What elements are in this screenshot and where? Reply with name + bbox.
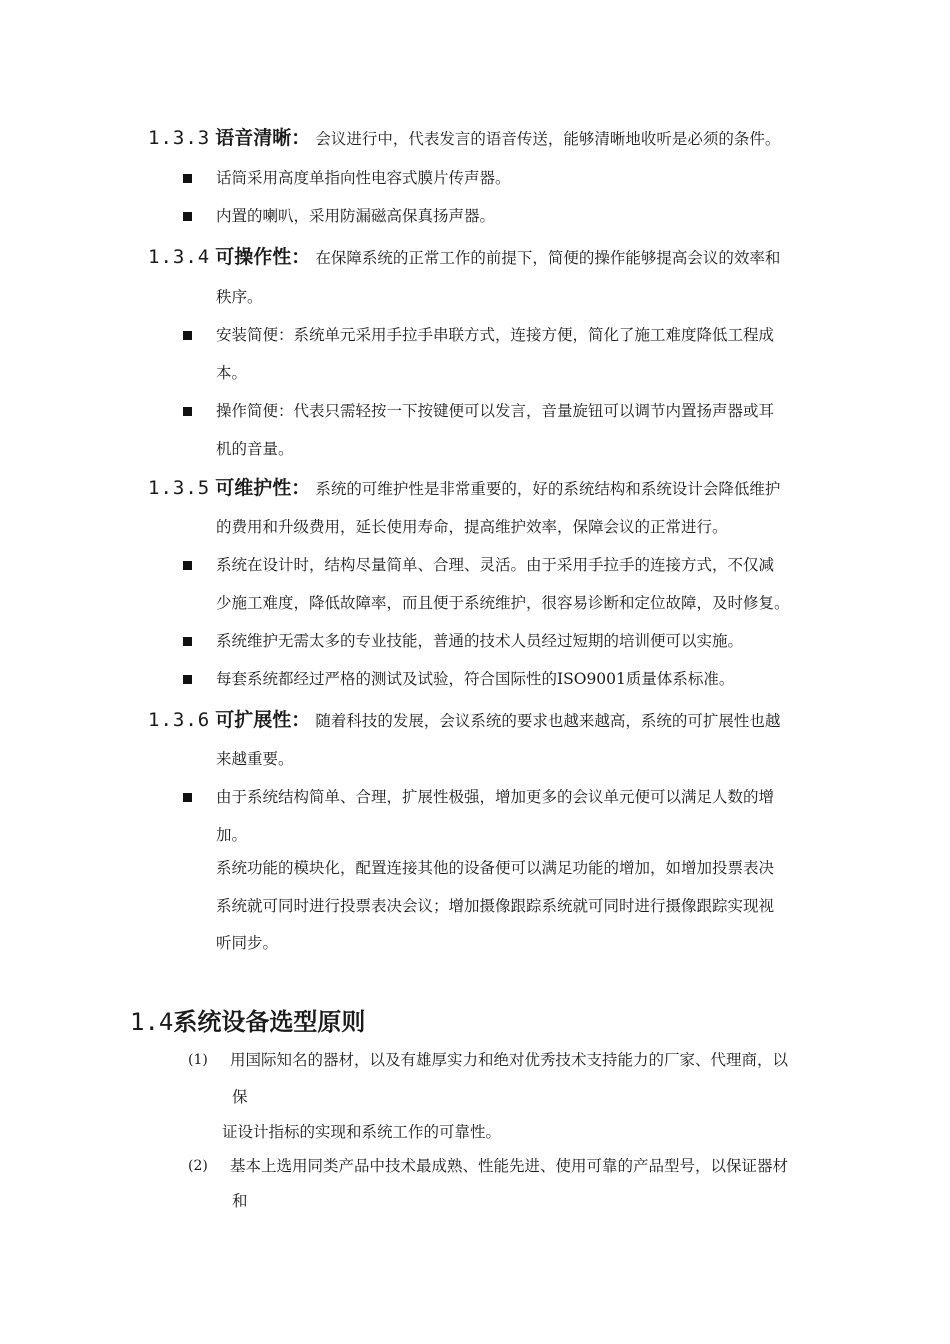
section-text-continued: 秩序。	[216, 288, 263, 306]
bullet-square	[183, 561, 192, 570]
section-text: 会议进行中，代表发言的语音传送，能够清晰地收听是必须的条件。	[315, 130, 781, 148]
list-marker: (1)	[188, 1052, 208, 1068]
section-number: 1.3.3	[148, 127, 211, 149]
list-marker: (2)	[188, 1158, 208, 1174]
bullet-item-continued: 本。	[216, 364, 248, 382]
section-text-continued: 的费用和升级费用，延长使用寿命，提高维护效率，保障会议的正常进行。	[216, 518, 728, 536]
bullet-item-continued: 机的音量。	[216, 440, 294, 458]
section-heading-1-3-5	[148, 474, 780, 503]
bullet-square	[183, 212, 192, 221]
section-heading-1-3-4	[148, 243, 780, 272]
section-text: 随着科技的发展，会议系统的要求也越来越高，系统的可扩展性也越	[315, 712, 781, 730]
bullet-item: 话筒采用高度单指向性电容式膜片传声器。	[216, 169, 511, 187]
bullet-square	[183, 174, 192, 183]
bullet-item-continued: 加。	[216, 826, 248, 844]
paragraph-line: 系统功能的模块化，配置连接其他的设备便可以满足功能的增加，如增加投票表决	[216, 859, 775, 877]
section-title: 语音清晰：	[215, 127, 311, 149]
bullet-square	[183, 407, 192, 416]
section-text: 在保障系统的正常工作的前提下，简便的操作能够提高会议的效率和	[315, 249, 781, 267]
section-number: 1.3.4	[148, 246, 211, 268]
list-item-continued: 证设计指标的实现和系统工作的可靠性。	[222, 1123, 502, 1141]
bullet-item: 内置的喇叭，采用防漏磁高保真扬声器。	[216, 207, 496, 225]
section-text-continued: 来越重要。	[216, 750, 294, 768]
section-number: 1.3.6	[148, 709, 211, 731]
section-text: 系统的可维护性是非常重要的，好的系统结构和系统设计会降低维护	[315, 480, 781, 498]
bullet-item: 安装简便：系统单元采用手拉手串联方式，连接方便，简化了施工难度降低工程成	[216, 326, 775, 344]
bullet-item: 操作简便：代表只需轻按一下按键便可以发言，音量旋钮可以调节内置扬声器或耳	[216, 402, 775, 420]
section-title: 可操作性：	[215, 246, 311, 268]
list-item-continued: 保	[232, 1088, 248, 1106]
section-number: 1.4	[130, 1008, 174, 1036]
list-item-continued: 和	[232, 1192, 248, 1210]
bullet-square	[183, 675, 192, 684]
paragraph-line: 系统就可同时进行投票表决会议；增加摄像跟踪系统就可同时进行摄像跟踪实现视	[216, 897, 775, 915]
section-heading-1-3-3	[148, 124, 780, 153]
bullet-item: 系统在设计时，结构尽量简单、合理、灵活。由于采用手拉手的连接方式，不仅减	[216, 556, 775, 574]
list-item: 基本上选用同类产品中技术最成熟、性能先进、使用可靠的产品型号，以保证器材	[230, 1157, 789, 1175]
section-heading-1-3-6	[148, 706, 780, 735]
section-number: 1.3.5	[148, 477, 211, 499]
section-title: 系统设备选型原则	[173, 1008, 366, 1036]
section-title: 可维护性：	[215, 477, 311, 499]
bullet-item-continued: 少施工难度，降低故障率，而且便于系统维护，很容易诊断和定位故障，及时修复。	[216, 594, 790, 612]
bullet-item: 由于系统结构简单、合理，扩展性极强，增加更多的会议单元便可以满足人数的增	[216, 788, 775, 806]
bullet-square	[183, 637, 192, 646]
bullet-item: 系统维护无需太多的专业技能，普通的技术人员经过短期的培训便可以实施。	[216, 632, 744, 650]
paragraph-line: 听同步。	[216, 934, 279, 952]
list-item: 用国际知名的器材，以及有雄厚实力和绝对优秀技术支持能力的厂家、代理商，以	[230, 1051, 789, 1069]
section-heading-1-4	[130, 1006, 365, 1038]
bullet-square	[183, 331, 192, 340]
section-title: 可扩展性：	[215, 709, 311, 731]
bullet-square	[183, 793, 192, 802]
bullet-item: 每套系统都经过严格的测试及试验，符合国际性的ISO9001质量体系标准。	[216, 670, 735, 688]
